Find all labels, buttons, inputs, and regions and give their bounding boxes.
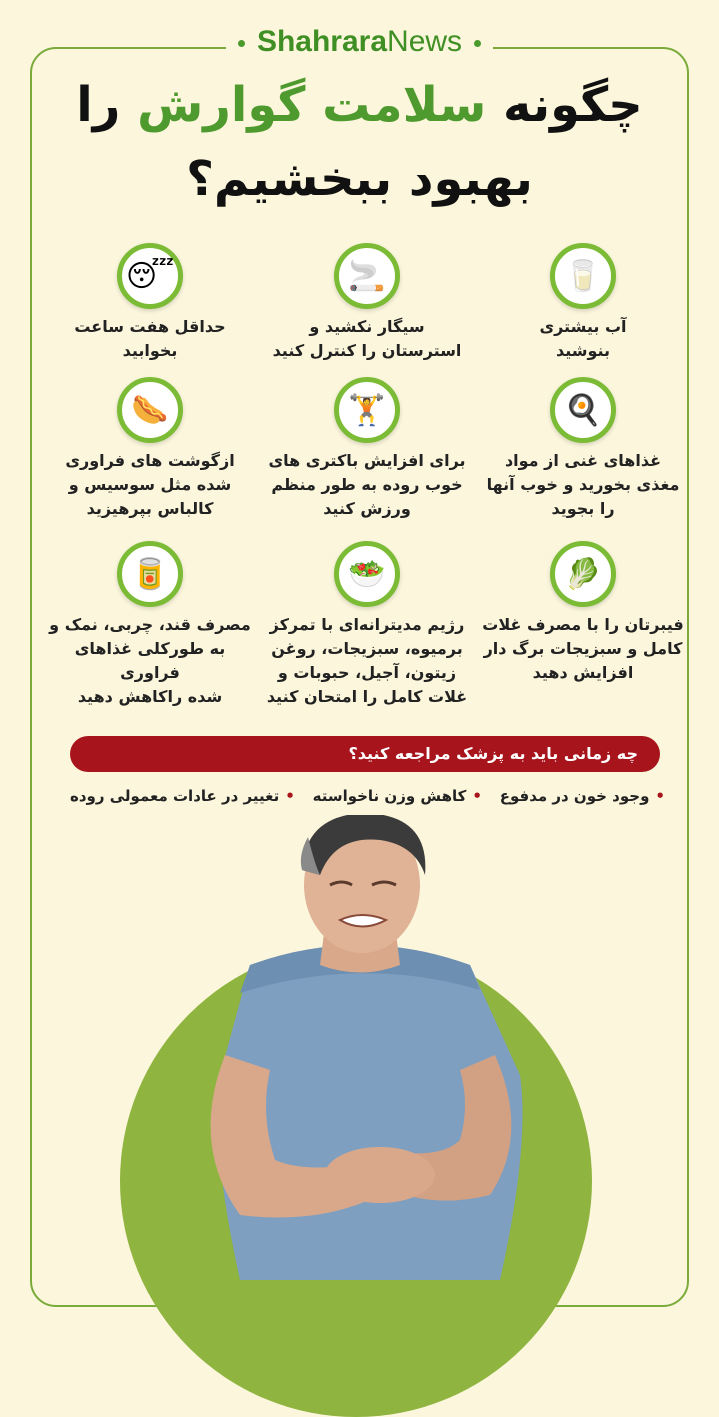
sleep-icon: 😴: [117, 243, 183, 309]
bullet-icon: •: [655, 787, 665, 805]
tip-text: فیبرتان را با مصرف غلات کامل و سبزیجات برگ دار افزایش دهید: [482, 615, 684, 682]
mediterranean-salad-icon: 🥗: [334, 541, 400, 607]
page-title-line-1: [40, 72, 679, 138]
list-item: [500, 782, 665, 810]
tip-text: رژیم مدیترانه‌ای با تمرکز برمیوه، سبزیجات، روغن زیتون، آجیل، حبوبات و غلات کامل را امتحان کنید: [266, 615, 468, 706]
tip-text: آب بیشتری بنوشید: [539, 317, 627, 360]
tip-text: ازگوشت های فراوری شده مثل سوسیس و کالباس بپرهیزید: [65, 451, 235, 518]
brand-name-part2: News: [387, 25, 463, 58]
tip-card-nutritious-food: [478, 377, 688, 521]
logo-dot-right: [474, 40, 481, 47]
sausage-icon: 🌭: [117, 377, 183, 443]
list-item: [70, 782, 295, 810]
tip-card-mediterranean-diet: [262, 541, 472, 709]
man-stomach-pain-illustration: [130, 815, 600, 1280]
warning-signs-list: [70, 782, 665, 810]
processed-food-icon: 🥫: [117, 541, 183, 607]
water-glass-icon: 🥛: [550, 243, 616, 309]
page-title-line-2: بهبود ببخشیم؟: [186, 151, 533, 207]
no-cigarette-icon: 🚬: [334, 243, 400, 309]
tip-text: مصرف قند، چربی، نمک و به طورکلی غذاهای فراوری شده راکاهش دهید: [49, 615, 251, 706]
tip-card-fiber: [478, 541, 688, 685]
brand-logo: [0, 22, 719, 62]
tip-text: حداقل هفت ساعت بخوابید: [74, 317, 226, 360]
brand-name-part1: Shahrara: [256, 25, 388, 58]
tip-card-reduce-sugar-fat-salt: [45, 541, 255, 709]
doctor-visit-banner: چه زمانی باید به پزشک مراجعه کنید؟: [70, 736, 660, 772]
logo-dot-left: [238, 40, 245, 47]
tip-card-exercise: [262, 377, 472, 521]
title-highlight: سلامت گوارش: [137, 77, 487, 133]
tip-card-processed-meat: [45, 377, 255, 521]
bullet-icon: •: [472, 787, 482, 805]
tip-text: غذاهای غنی از مواد مغذی بخورید و خوب آنها را بجوید: [486, 451, 680, 518]
sign-text: وجود خون در مدفوع: [499, 787, 650, 805]
exercise-dumbbell-icon: 🏋: [334, 377, 400, 443]
tip-card-sleep: [45, 243, 255, 363]
title-word-pre: چگونه: [503, 77, 643, 133]
tip-card-water: [478, 243, 688, 363]
list-item: [313, 782, 482, 810]
bullet-icon: •: [285, 787, 295, 805]
tip-text: برای افزایش باکتری های خوب روده به طور منظم ورزش کنید: [268, 451, 466, 518]
title-word-post: را: [76, 77, 121, 133]
tip-text: سیگار نکشید و استرستان را کنترل کنید: [272, 317, 462, 360]
nutritious-food-icon: 🍳: [550, 377, 616, 443]
sign-text: کاهش وزن ناخواسته: [312, 787, 467, 805]
tip-card-smoking-stress: [262, 243, 472, 363]
sign-text: تغییر در عادات معمولی روده: [70, 787, 280, 805]
leafy-greens-icon: 🥬: [550, 541, 616, 607]
